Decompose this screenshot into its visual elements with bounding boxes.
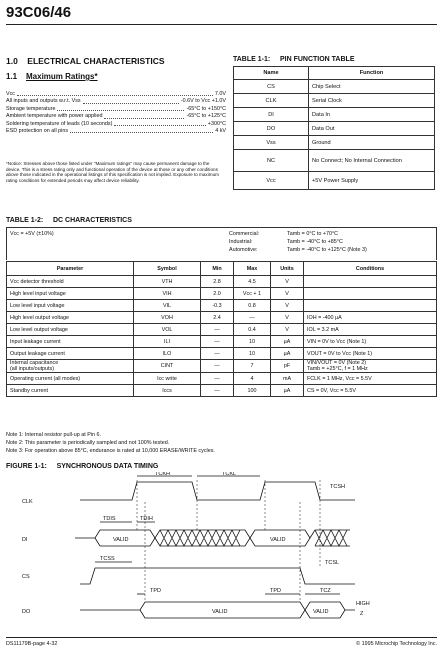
rating-row	[6, 91, 226, 98]
parameter-cell: Low level output voltage	[7, 324, 134, 336]
range-name: Automotive:	[229, 247, 258, 253]
rating-row	[6, 106, 226, 113]
min-cell: -0.3	[201, 300, 234, 312]
symbol-cell: VTH	[134, 276, 201, 288]
label-tckh: TCKH	[155, 472, 170, 477]
conditions-cell	[304, 276, 437, 288]
timing-guides	[137, 480, 320, 602]
symbol-cell: VOH	[134, 312, 201, 324]
pin-name: Vss	[234, 136, 309, 150]
conditions-cell	[304, 300, 437, 312]
signal-label-di: DI	[22, 537, 28, 543]
max-cell: 100	[234, 385, 271, 397]
dc-table-caption-id: TABLE 1-2:	[6, 217, 44, 224]
temp-range-row	[229, 238, 367, 246]
dc-conditions-box	[6, 227, 437, 260]
column-header: Min	[201, 262, 234, 276]
rating-label: Vcc	[6, 91, 15, 97]
max-cell: 7	[234, 360, 271, 373]
cs-waveform	[80, 568, 355, 584]
column-header: Symbol	[134, 262, 201, 276]
parameter-cell: High level output voltage	[7, 312, 134, 324]
max-cell: 4.5	[234, 276, 271, 288]
units-cell: V	[271, 276, 304, 288]
footer-right: © 1995 Microchip Technology Inc.	[356, 641, 437, 647]
rating-value: 7.0V	[214, 91, 226, 97]
figure-caption	[6, 463, 158, 470]
symbol-cell: Iccs	[134, 385, 201, 397]
temp-range-row	[229, 246, 367, 254]
min-cell: —	[201, 336, 234, 348]
label-tdih: TDIH	[140, 516, 153, 522]
pin-function: Serial Clock	[309, 94, 435, 108]
units-cell: V	[271, 300, 304, 312]
table-row	[7, 300, 437, 312]
dc-table-caption	[6, 217, 132, 224]
rating-row	[6, 113, 226, 120]
pin-table-caption	[233, 56, 355, 63]
dc-characteristics-table	[6, 261, 437, 397]
min-cell: 2.8	[201, 276, 234, 288]
parameter-cell: Input leakage current	[7, 336, 134, 348]
label-tpd-2: TPD	[270, 588, 281, 594]
table-row	[7, 373, 437, 385]
label-tcsl: TCSL	[325, 560, 340, 566]
table-row	[7, 336, 437, 348]
part-number-header: 93C06/46	[6, 4, 72, 21]
rating-row	[6, 128, 226, 135]
pin-function: Chip Select	[309, 80, 435, 94]
max-cell: 0.8	[234, 300, 271, 312]
symbol-cell: CINT	[134, 360, 201, 373]
label-valid-do-1: VALID	[212, 609, 228, 615]
table-header-row	[234, 67, 435, 80]
pin-name: DI	[234, 108, 309, 122]
parameter-cell: Vcc detector threshold	[7, 276, 134, 288]
range-name: Industrial:	[229, 239, 253, 245]
label-high: HIGH	[356, 601, 370, 607]
table-row	[234, 94, 435, 108]
pin-name: NC	[234, 150, 309, 172]
table-row	[7, 276, 437, 288]
parameter-cell: Operating current (all modes)	[7, 373, 134, 385]
rating-value: +300°C	[207, 120, 226, 127]
label-tpd-1: TPD	[150, 588, 161, 594]
parameter-cell: Internal capacitance (all inputs/outputs)	[7, 360, 134, 373]
pin-name: DO	[234, 122, 309, 136]
note-item: Note 3: For operation above 85°C, endurance is rated at 10,000 ERASE/WRITE cycles.	[6, 447, 215, 454]
min-cell: —	[201, 348, 234, 360]
table-row	[7, 324, 437, 336]
temperature-ranges	[229, 230, 367, 254]
parameter-cell: Low level input voltage	[7, 300, 134, 312]
rating-value: 4 kV	[215, 128, 226, 135]
supply-condition: Vcc = +5V (±10%)	[10, 231, 54, 237]
symbol-cell: ILO	[134, 348, 201, 360]
conditions-cell: FCLK = 1 MHz, Vcc = 5.5V	[304, 373, 437, 385]
units-cell: mA	[271, 373, 304, 385]
units-cell: µA	[271, 336, 304, 348]
footer-rule	[6, 637, 437, 638]
range-name: Commercial:	[229, 231, 260, 237]
max-cell: 4	[234, 373, 271, 385]
symbol-cell: VOL	[134, 324, 201, 336]
label-valid-di-1: VALID	[113, 537, 129, 543]
column-header: Name	[234, 67, 309, 80]
figure-caption-text: SYNCHRONOUS DATA TIMING	[56, 463, 159, 470]
rating-label: All inputs and outputs w.r.t. Vss	[6, 98, 81, 105]
max-ratings-list	[6, 91, 226, 135]
column-header: Units	[271, 262, 304, 276]
min-cell: 2.4	[201, 312, 234, 324]
signal-label-clk: CLK	[22, 499, 33, 505]
min-cell: —	[201, 324, 234, 336]
label-tckl: TCKL	[222, 472, 237, 477]
symbol-cell: VIL	[134, 300, 201, 312]
table-row	[234, 136, 435, 150]
pin-function: Data Out	[309, 122, 435, 136]
pin-table-caption-id: TABLE 1-1:	[233, 56, 271, 63]
table-row	[234, 80, 435, 94]
label-tdis: TDIS	[103, 516, 116, 522]
temp-range-row	[229, 230, 367, 238]
max-cell: Vcc + 1	[234, 288, 271, 300]
rating-value: -65°C to +125°C	[186, 113, 226, 120]
signal-label-do: DO	[22, 609, 31, 615]
parameter-cell: High level input voltage	[7, 288, 134, 300]
conditions-cell: IOH = -400 µA	[304, 312, 437, 324]
table-row	[234, 172, 435, 190]
table-row	[7, 348, 437, 360]
range-value: Tamb = -40°C to +125°C (Note 3)	[287, 247, 367, 253]
parameter-cell: Output leakage current	[7, 348, 134, 360]
figure-caption-id: FIGURE 1-1:	[6, 463, 47, 470]
column-header: Parameter	[7, 262, 134, 276]
units-cell: V	[271, 288, 304, 300]
pin-name: CS	[234, 80, 309, 94]
label-tcz: TCZ	[320, 588, 331, 594]
section-heading	[6, 56, 165, 66]
units-cell: µA	[271, 385, 304, 397]
min-cell: —	[201, 385, 234, 397]
parameter-cell: Standby current	[7, 385, 134, 397]
label-tcsh: TCSH	[330, 484, 345, 490]
table-header-row	[7, 262, 437, 276]
signal-label-cs: CS	[22, 574, 30, 580]
max-cell: 0.4	[234, 324, 271, 336]
range-value: Tamb = -40°C to +85°C	[287, 239, 343, 245]
conditions-cell: IOL = 3.2 mA	[304, 324, 437, 336]
pin-function: No Connect; No Internal Connection	[309, 150, 435, 172]
rating-row	[6, 98, 226, 105]
max-cell: 10	[234, 348, 271, 360]
column-header: Conditions	[304, 262, 437, 276]
label-z: Z	[360, 611, 364, 617]
conditions-cell	[304, 288, 437, 300]
range-value: Tamb = 0°C to +70°C	[287, 231, 339, 237]
label-valid-di-2: VALID	[270, 537, 286, 543]
pin-function: +5V Power Supply	[309, 172, 435, 190]
footer-left: DS11179B-page 4-32	[6, 641, 58, 647]
conditions-cell: VIN/VOUT = 0V (Note 2) Tamb = +25°C, f = 1 MHz	[304, 360, 437, 373]
max-ratings-number: 1.1	[6, 72, 18, 81]
dc-table-caption-text: DC CHARACTERISTICS	[52, 217, 132, 224]
table-row	[7, 288, 437, 300]
symbol-cell: Icc write	[134, 373, 201, 385]
table-row	[7, 385, 437, 397]
rating-label: Ambient temperature with power applied	[6, 113, 103, 120]
section-number: 1.0	[6, 56, 18, 66]
symbol-cell: VIH	[134, 288, 201, 300]
max-cell: 10	[234, 336, 271, 348]
pin-function: Data In	[309, 108, 435, 122]
conditions-cell: VIN = 0V to Vcc (Note 1)	[304, 336, 437, 348]
units-cell: pF	[271, 360, 304, 373]
rating-label: Soldering temperature of leads (10 seconds)	[6, 120, 113, 127]
pin-function: Ground	[309, 136, 435, 150]
pin-name: Vcc	[234, 172, 309, 190]
conditions-cell: VOUT = 0V to Vcc (Note 1)	[304, 348, 437, 360]
max-ratings-heading	[6, 72, 98, 81]
min-cell: 2.0	[201, 288, 234, 300]
table-row	[234, 108, 435, 122]
min-cell: —	[201, 373, 234, 385]
min-cell: —	[201, 360, 234, 373]
note-item: Note 2: This parameter is periodically sampled and not 100% tested.	[6, 439, 170, 446]
rating-value: -0.6V to Vcc +1.0V	[180, 98, 226, 105]
timing-diagram	[0, 472, 443, 632]
rating-row	[6, 121, 226, 128]
symbol-cell: ILI	[134, 336, 201, 348]
table-row	[7, 360, 437, 373]
pin-name: CLK	[234, 94, 309, 108]
header-rule	[6, 24, 437, 25]
max-ratings-title: Maximum Ratings*	[26, 72, 98, 81]
column-header: Max	[234, 262, 271, 276]
notes	[6, 432, 215, 455]
table-row	[234, 150, 435, 172]
rating-label: Storage temperature	[6, 105, 56, 112]
label-tcss: TCSS	[100, 556, 115, 562]
table-row	[7, 312, 437, 324]
rating-value: -65°C to +150°C	[186, 105, 226, 112]
column-header: Function	[309, 67, 435, 80]
units-cell: µA	[271, 348, 304, 360]
conditions-cell: CS = 0V, Vcc = 5.5V	[304, 385, 437, 397]
table-row	[234, 122, 435, 136]
section-title: ELECTRICAL CHARACTERISTICS	[27, 56, 165, 66]
units-cell: V	[271, 312, 304, 324]
clk-waveform	[80, 482, 355, 500]
units-cell: V	[271, 324, 304, 336]
rating-label: ESD protection on all pins	[6, 128, 69, 135]
pin-table-caption-text: PIN FUNCTION TABLE	[279, 56, 355, 63]
max-ratings-notice: *Notice: Stresses above those listed under "Maximum ratings" may cause permanent damage to the device. This is a stress rating only and functional operation of the device at those or any other conditions above those indicated in the operational listings of this specification is not implied. Exposure to maximum rating conditions for extended periods may affect device reliability.	[6, 161, 219, 183]
note-item: Note 1: Internal resistor pull-up at Pin 6.	[6, 432, 101, 438]
max-cell: —	[234, 312, 271, 324]
label-valid-do-2: VALID	[313, 609, 329, 615]
pin-function-table	[233, 66, 435, 190]
